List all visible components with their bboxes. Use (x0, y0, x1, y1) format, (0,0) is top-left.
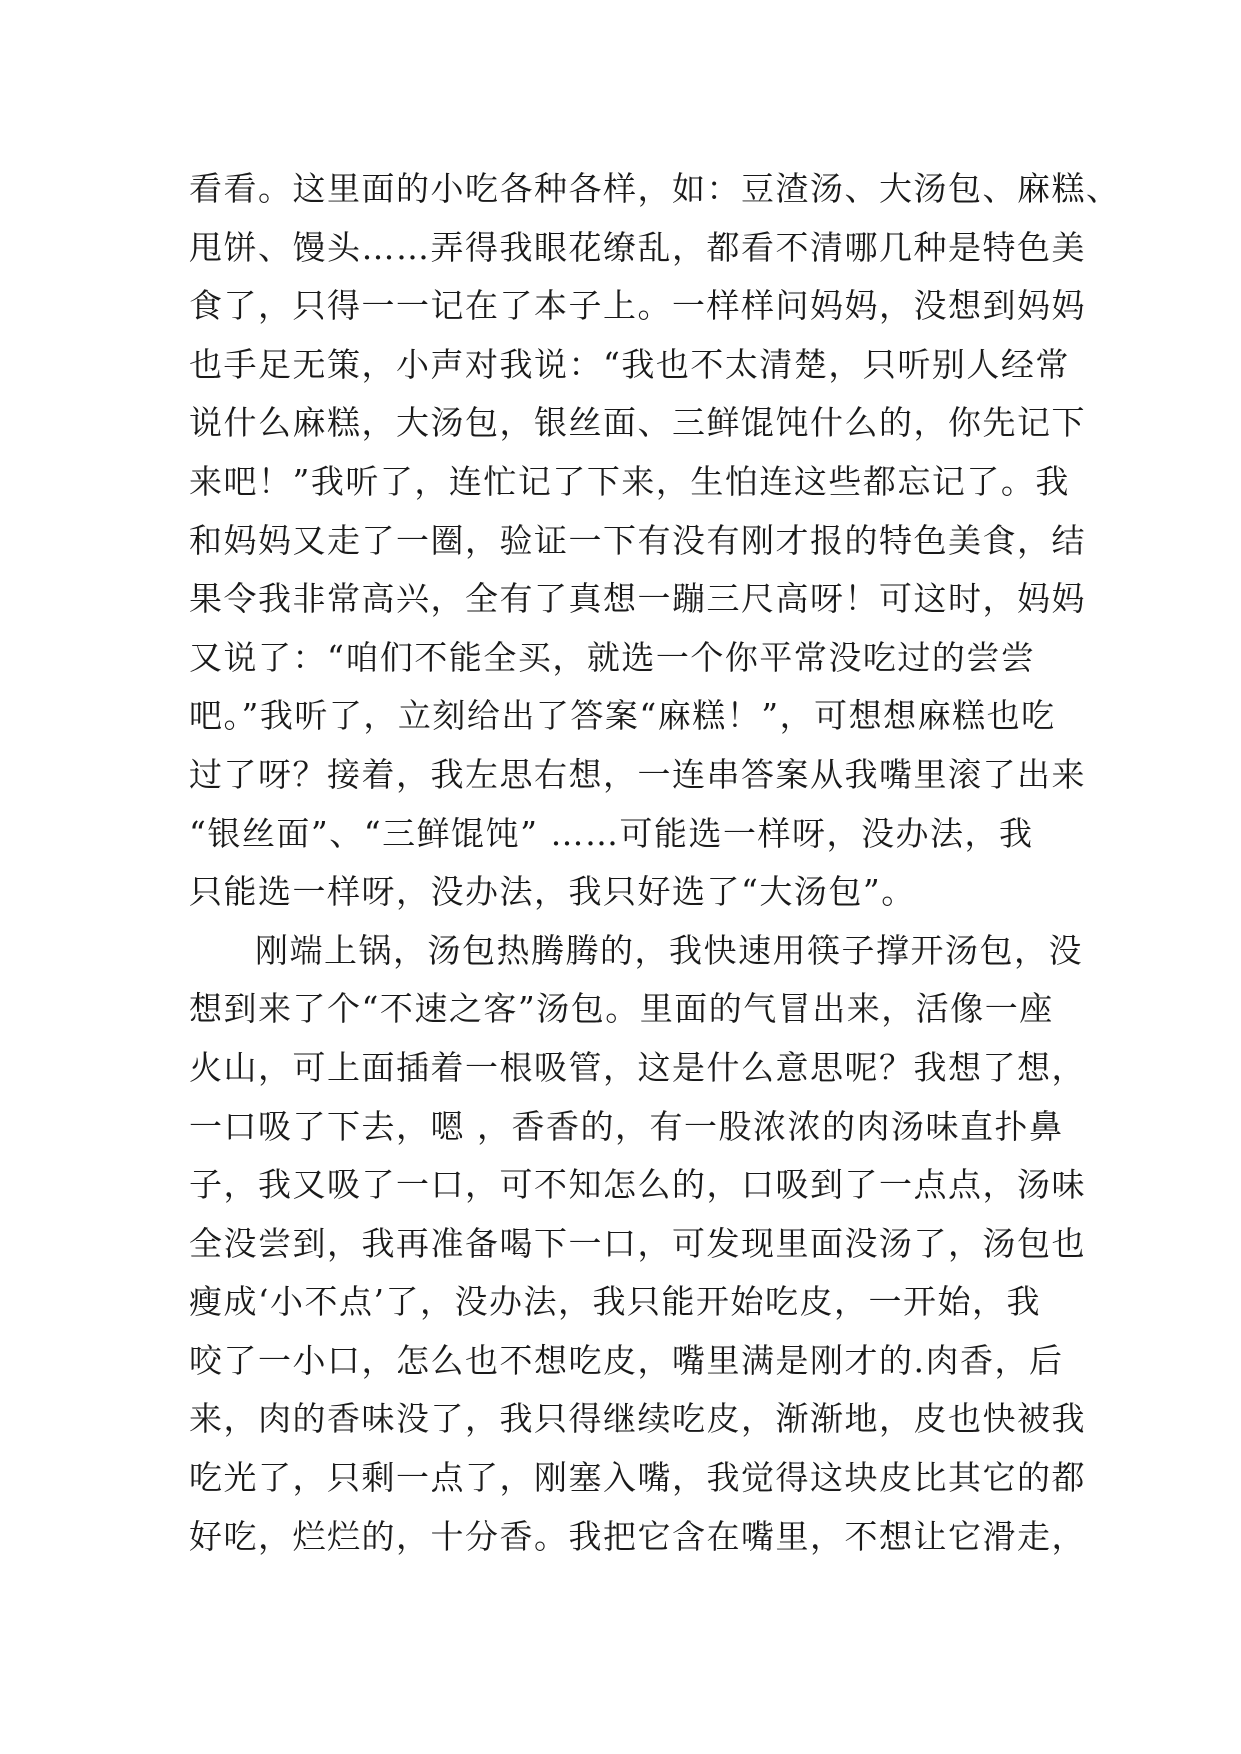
text-line: 来，肉的香味没了，我只得继续吃皮，渐渐地，皮也快被我 (189, 1399, 1086, 1439)
text-line: 也手足无策，小声对我说：“我也不太清楚，只听别人经常 (189, 344, 1070, 384)
text-line: “银丝面”、“三鲜馄饨” ……可能选一样呀，没办法，我 (189, 813, 1034, 853)
text-line: 过了呀？接着，我左思右想，一连串答案从我嘴里滚了出来 (189, 754, 1086, 794)
paragraph-1 (189, 160, 1121, 922)
text-line: 来吧！”我听了，连忙记了下来，生怕连这些都忘记了。我 (189, 461, 1070, 501)
text-line: 好吃，烂烂的，十分香。我把它含在嘴里，不想让它滑走， (189, 1516, 1086, 1556)
text-line: 想到来了个“不速之客”汤包。里面的气冒出来，活像一座 (189, 989, 1054, 1029)
text-line: 刚端上锅，汤包热腾腾的，我快速用筷子撑开汤包，没 (255, 930, 1083, 970)
text-line: 吧。”我听了，立刻给出了答案“麻糕！”，可想想麻糕也吃 (189, 696, 1056, 736)
text-line: 咬了一小口，怎么也不想吃皮，嘴里满是刚才的.肉香，后 (189, 1340, 1064, 1380)
text-line: 火山，可上面插着一根吸管，这是什么意思呢？我想了想， (189, 1047, 1086, 1087)
text-line: 吃光了，只剩一点了，刚塞入嘴，我觉得这块皮比其它的都 (189, 1458, 1086, 1498)
text-line: 甩饼、馒头……弄得我眼花缭乱，都看不清哪几种是特色美 (189, 227, 1086, 267)
text-line: 和妈妈又走了一圈，验证一下有没有刚才报的特色美食，结 (189, 520, 1086, 560)
paragraph-2 (189, 922, 1086, 1567)
text-line: 果令我非常高兴，全有了真想一蹦三尺高呀！可这时，妈妈 (189, 579, 1086, 619)
text-line: 食了，只得一一记在了本子上。一样样问妈妈，没想到妈妈 (189, 286, 1086, 326)
text-line: 又说了：“咱们不能全买，就选一个你平常没吃过的尝尝 (189, 637, 1036, 677)
text-line: 说什么麻糕，大汤包，银丝面、三鲜馄饨什么的，你先记下 (189, 403, 1086, 443)
text-line: 子，我又吸了一口，可不知怎么的，口吸到了一点点，汤味 (189, 1165, 1086, 1205)
text-line: 看看。这里面的小吃各种各样，如：豆渣汤、大汤包、麻糕、 (189, 169, 1121, 208)
body-text (189, 160, 1121, 1566)
text-line: 瘦成‘小不点’了，没办法，我只能开始吃皮，一开始，我 (189, 1282, 1041, 1322)
text-line: 只能选一样呀，没办法，我只好选了“大汤包”。 (189, 872, 916, 912)
text-line: 一口吸了下去，嗯 ，香香的，有一股浓浓的肉汤味直扑鼻 (189, 1106, 1064, 1146)
text-line: 全没尝到，我再准备喝下一口，可发现里面没汤了，汤包也 (189, 1223, 1086, 1263)
